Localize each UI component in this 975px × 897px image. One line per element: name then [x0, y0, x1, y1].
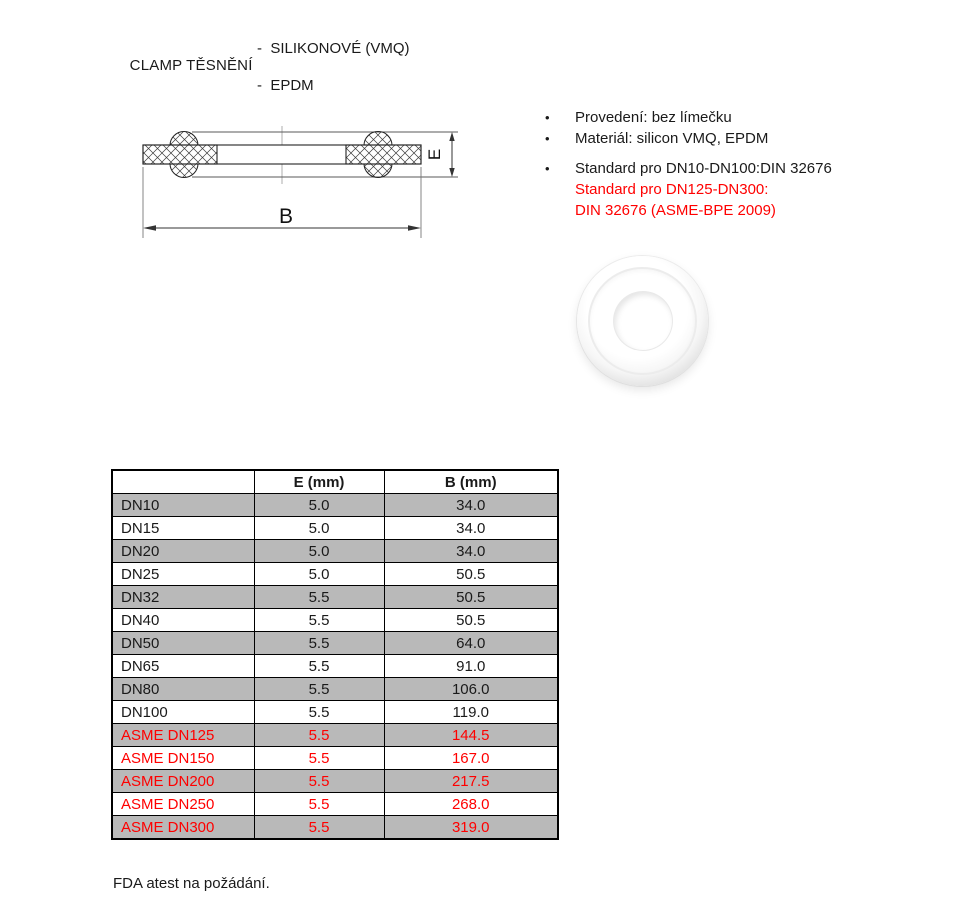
e-value-cell: 5.0	[254, 517, 384, 540]
table-row	[112, 724, 558, 747]
b-value-cell: 106.0	[384, 678, 558, 701]
b-value-cell: 119.0	[384, 701, 558, 724]
row-label-cell: DN32	[112, 586, 254, 609]
table-row	[112, 563, 558, 586]
table-row	[112, 632, 558, 655]
table-row	[112, 540, 558, 563]
e-value-cell: 5.5	[254, 770, 384, 793]
b-value-cell: 50.5	[384, 563, 558, 586]
e-value-cell: 5.0	[254, 540, 384, 563]
row-label-cell: DN25	[112, 563, 254, 586]
right-flange-section	[346, 145, 421, 164]
row-label-cell: DN40	[112, 609, 254, 632]
table-row	[112, 747, 558, 770]
b-value-cell: 91.0	[384, 655, 558, 678]
table-row	[112, 494, 558, 517]
e-value-cell: 5.5	[254, 701, 384, 724]
list-item	[545, 200, 945, 221]
fda-note: FDA atest na požádání.	[113, 875, 270, 892]
dimension-e	[425, 132, 455, 177]
b-value-cell: 144.5	[384, 724, 558, 747]
row-label-cell: ASME DN200	[112, 770, 254, 793]
b-value-cell: 64.0	[384, 632, 558, 655]
row-label-cell: DN80	[112, 678, 254, 701]
e-value-cell: 5.5	[254, 747, 384, 770]
product-photo	[577, 256, 708, 386]
bullet-icon: •	[545, 110, 550, 125]
table-header-row	[112, 470, 558, 494]
e-value-cell: 5.5	[254, 678, 384, 701]
table-row	[112, 770, 558, 793]
product-name: CLAMP TĚSNĚNÍ	[129, 57, 253, 74]
row-label-cell: DN50	[112, 632, 254, 655]
e-value-cell: 5.5	[254, 793, 384, 816]
b-value-cell: 50.5	[384, 586, 558, 609]
e-value-cell: 5.5	[254, 609, 384, 632]
b-value-cell: 50.5	[384, 609, 558, 632]
row-label-cell: ASME DN250	[112, 793, 254, 816]
e-value-cell: 5.5	[254, 632, 384, 655]
material-variant-2: - EPDM	[257, 77, 314, 94]
left-flange-section	[143, 145, 217, 164]
row-label-cell: DN65	[112, 655, 254, 678]
bullet-icon: •	[545, 161, 550, 176]
header-name	[112, 470, 254, 494]
dimension-b-label: B	[278, 205, 294, 228]
list-item	[545, 107, 945, 128]
row-label-cell: ASME DN125	[112, 724, 254, 747]
e-value-cell: 5.5	[254, 816, 384, 840]
b-value-cell: 34.0	[384, 517, 558, 540]
e-value-cell: 5.5	[254, 655, 384, 678]
gasket-bore-hole	[614, 292, 672, 350]
b-value-cell: 34.0	[384, 540, 558, 563]
table-row	[112, 609, 558, 632]
header-e-mm: E (mm)	[254, 470, 384, 494]
header-b-mm: B (mm)	[384, 470, 558, 494]
b-value-cell: 217.5	[384, 770, 558, 793]
technical-drawing	[0, 0, 500, 260]
table-row	[112, 655, 558, 678]
table-row	[112, 701, 558, 724]
spec-provedeni: Provedení: bez límečku	[575, 109, 732, 126]
row-label-cell: DN100	[112, 701, 254, 724]
table-row	[112, 816, 558, 840]
row-label-cell: ASME DN300	[112, 816, 254, 840]
e-value-cell: 5.5	[254, 724, 384, 747]
table-row	[112, 586, 558, 609]
e-value-cell: 5.0	[254, 494, 384, 517]
bullet-icon: •	[545, 131, 550, 146]
list-item	[545, 158, 945, 179]
e-value-cell: 5.5	[254, 586, 384, 609]
row-label-cell: ASME DN150	[112, 747, 254, 770]
b-value-cell: 319.0	[384, 816, 558, 840]
list-item	[545, 128, 945, 149]
dimension-table	[111, 469, 559, 840]
row-label-cell: DN15	[112, 517, 254, 540]
b-value-cell: 268.0	[384, 793, 558, 816]
b-value-cell: 167.0	[384, 747, 558, 770]
spec-material: Materiál: silicon VMQ, EPDM	[575, 130, 769, 147]
e-value-cell: 5.0	[254, 563, 384, 586]
spec-standard-asme-2: DIN 32676 (ASME-BPE 2009)	[575, 202, 776, 219]
dimension-e-label: E	[425, 148, 444, 161]
spec-standard-din: Standard pro DN10-DN100:DIN 32676	[575, 160, 832, 177]
table-row	[112, 793, 558, 816]
table-row	[112, 678, 558, 701]
list-item	[545, 179, 945, 200]
spec-table-body	[112, 494, 558, 840]
spec-standard-asme-1: Standard pro DN125-DN300:	[575, 181, 769, 198]
material-variant-1: - SILIKONOVÉ (VMQ)	[257, 40, 410, 57]
row-label-cell: DN10	[112, 494, 254, 517]
b-value-cell: 34.0	[384, 494, 558, 517]
gasket-cross-section-drawing	[0, 0, 500, 260]
spec-list	[545, 107, 945, 221]
row-label-cell: DN20	[112, 540, 254, 563]
table-row	[112, 517, 558, 540]
